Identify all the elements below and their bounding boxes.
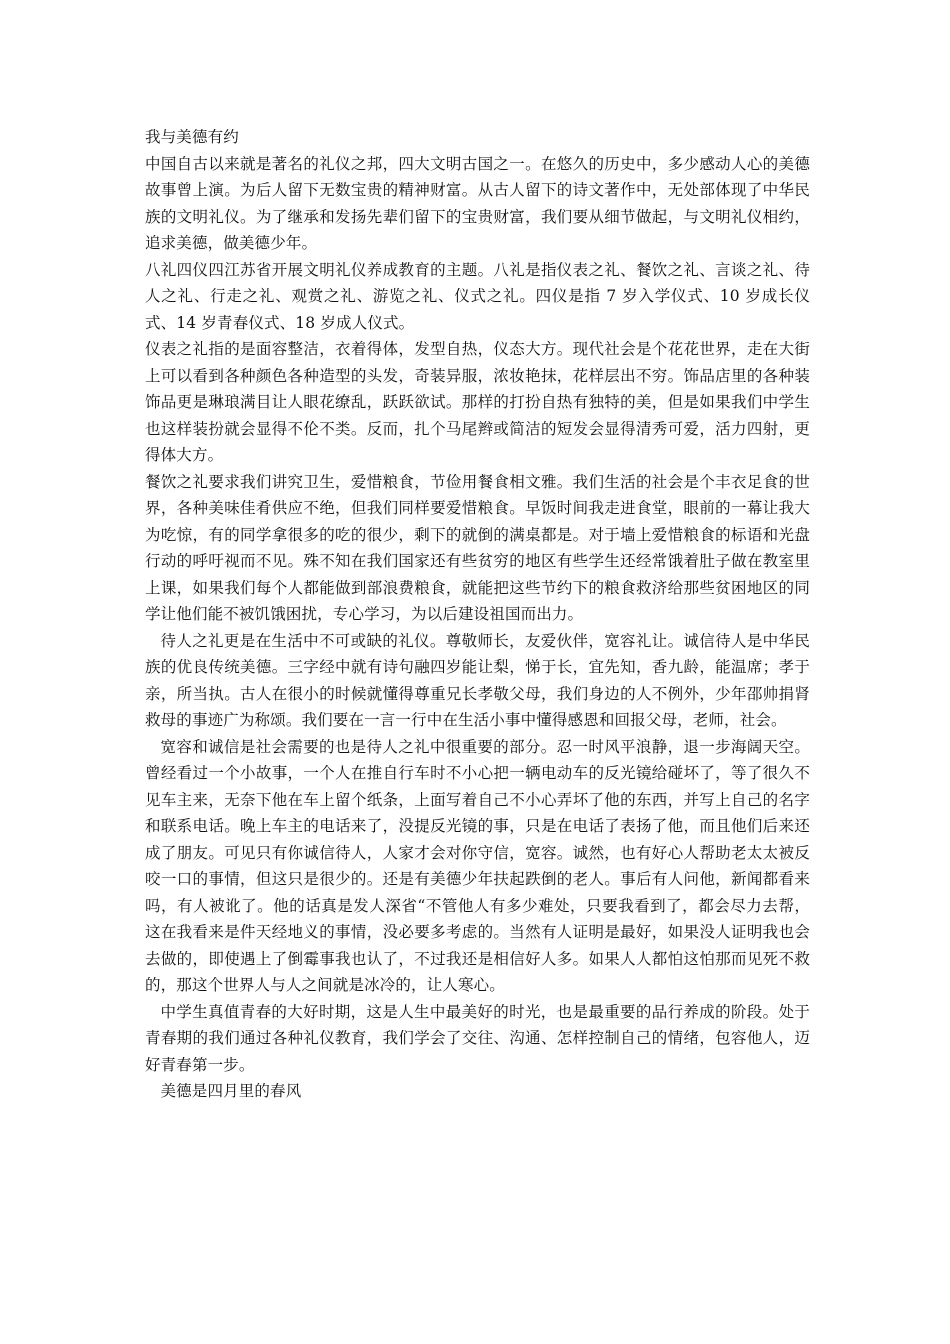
paragraph-closing: 美德是四月里的春风 xyxy=(160,1082,302,1100)
paragraph-youth: 中学生真值青春的大好时期，这是人生中最美好的时光，也是最重要的品行养成的阶段。处于青春期的我们通过各种礼仪教育，我们学会了交往、沟通、怎样控制自己的情绪，包容他人，迈好青春第一步。 xyxy=(145,1002,810,1074)
document-body xyxy=(145,124,810,1105)
paragraph-treating-others: 待人之礼更是在生活中不可或缺的礼仪。尊敬师长，友爱伙伴，宽容礼让。诚信待人是中华民族的优良传统美德。三字经中就有诗句融四岁能让梨，悌于长，宜先知，香九龄，能温席；孝于亲，所当执。古人在很小的时候就懂得尊重兄长孝敬父母，我们身边的人不例外，少年邵帅捐肾救母的事迹广为称颂。我们要在一言一行中在生活小事中懂得感恩和回报父母，老师，社会。 xyxy=(145,631,810,729)
paragraph-intro: 中国自古以来就是著名的礼仪之邦，四大文明古国之一。在悠久的历史中，多少感动人心的美德故事曾上演。为后人留下无数宝贵的精神财富。从古人留下的诗文著作中，无处部体现了中华民族的文明礼仪。为了继承和发扬先辈们留下的宝贵财富，我们要从细节做起，与文明礼仪相约，追求美德，做美德少年。 xyxy=(145,154,810,252)
paragraph-dining: 餐饮之礼要求我们讲究卫生，爱惜粮食，节俭用餐食相文雅。我们生活的社会是个丰衣足食的世界，各种美味佳肴供应不绝，但我们同样要爱惜粮食。早饭时间我走进食堂，眼前的一幕让我大为吃惊，有的同学拿很多的吃的很少，剩下的就倒的满桌都是。对于墙上爱惜粮食的标语和光盘行动的呼吁视而不见。殊不知在我们国家还有些贫穷的地区有些学生还经常饿着肚子做在教室里上课，如果我们每个人都能做到部浪费粮食，就能把这些节约下的粮食救济给那些贫困地区的同学让他们能不被饥饿困扰，专心学习，为以后建设祖国而出力。 xyxy=(145,472,810,623)
document-title: 我与美德有约 xyxy=(145,128,239,146)
paragraph-tolerance-honesty: 宽容和诚信是社会需要的也是待人之礼中很重要的部分。忍一时风平浪静，退一步海阔天空。曾经看过一个小故事，一个人在推自行车时不小心把一辆电动车的反光镜给碰坏了，等了很久不见车主来，无奈下他在车上留个纸条，上面写着自己不小心弄坏了他的东西，并写上自己的名字和联系电话。晚上车主的电话来了，没提反光镜的事，只是在电话了表扬了他，而且他们后来还成了朋友。可见只有你诚信待人，人家才会对你守信，宽容。诚然，也有好心人帮助老太太被反咬一口的事情，但这只是很少的。还是有美德少年扶起跌倒的老人。事后有人问他，新闻都看来吗，有人被讹了。他的话真是发人深省“不管他人有多少难处，只要我看到了，都会尽力去帮，这在我看来是件天经地义的事情，没必要多考虑的。当然有人证明是最好，如果没人证明我也会去做的，即使遇上了倒霉事我也认了，不过我还是相信好人多。如果人人都怕这怕那而见死不救的，那这个世界人与人之间就是冰冷的，让人寒心。 xyxy=(145,737,810,994)
paragraph-eight-rites: 八礼四仪四江苏省开展文明礼仪养成教育的主题。八礼是指仪表之礼、餐饮之礼、言谈之礼、待人之礼、行走之礼、观赏之礼、游览之礼、仪式之礼。四仪是指 7 岁入学仪式、10 岁成长仪式、14 岁青春仪式、18 岁成人仪式。 xyxy=(145,260,810,332)
paragraph-appearance: 仪表之礼指的是面容整洁，衣着得体，发型自热，仪态大方。现代社会是个花花世界，走在大街上可以看到各种颜色各种造型的头发，奇装异服，浓妆艳抹，花样层出不穷。饰品店里的各种装饰品更是琳琅满目让人眼花缭乱，跃跃欲试。那样的打扮自热有独特的美，但是如果我们中学生也这样装扮就会显得不伦不类。反而，扎个马尾辫或简洁的短发会显得清秀可爱，活力四射，更得体大方。 xyxy=(145,340,810,464)
